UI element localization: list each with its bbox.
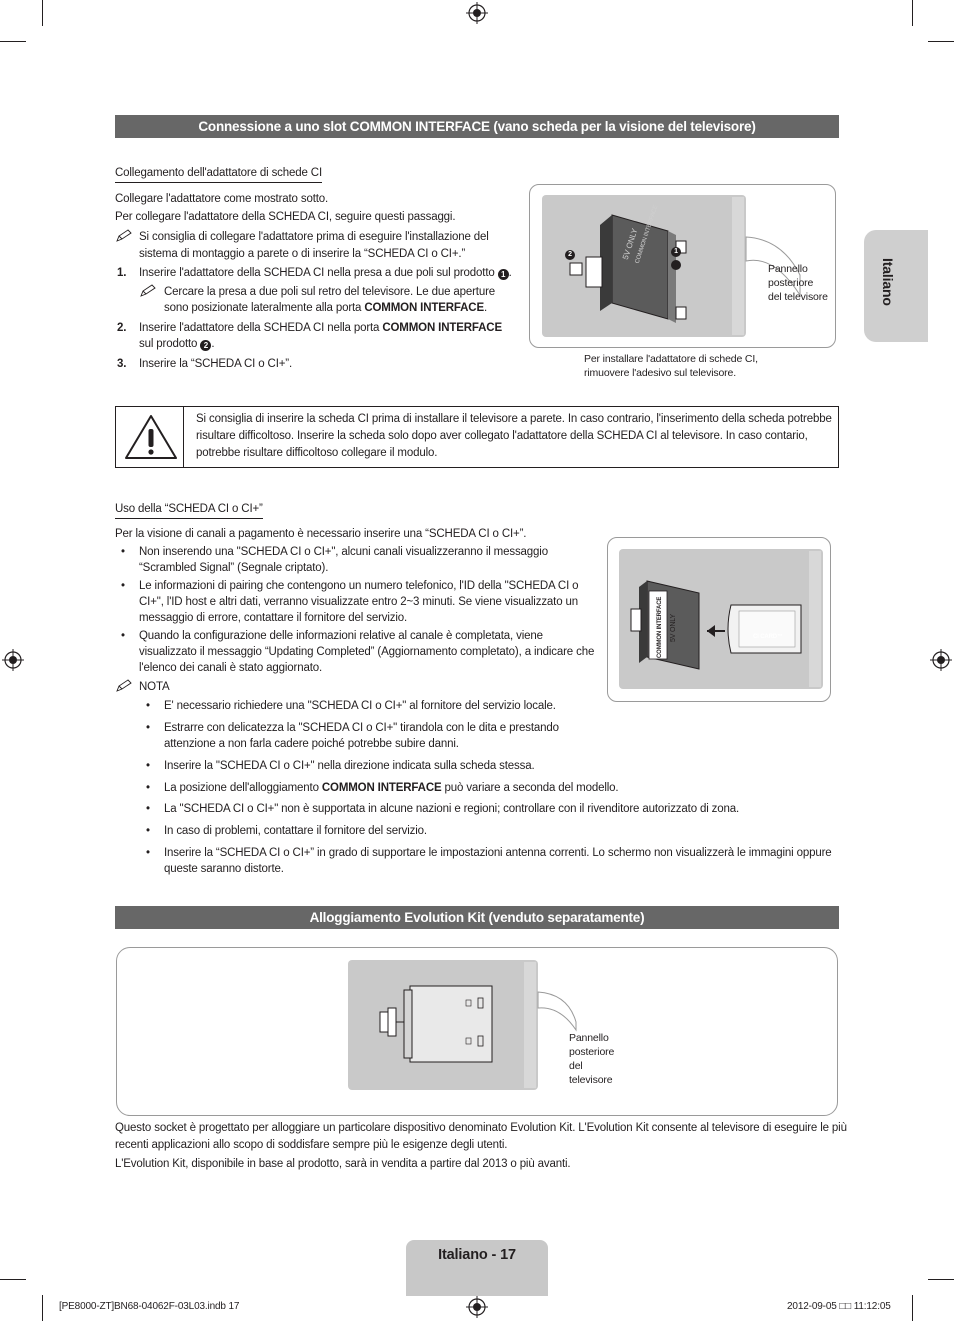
bullet-icon: • <box>146 825 150 837</box>
bullet-text: CI+", l'ID host e altri dati, verranno visualizzate entro 2~3 minuti. Se viene visualizzato un <box>139 596 578 608</box>
tv-back-panel-label <box>768 262 828 304</box>
label-line: posteriore <box>569 1046 615 1058</box>
note-bullet-text: Inserire la “SCHEDA CI o CI+” in grado di supportare le impostazioni antenna correnti. Lo schermo non visualizzerà le immagini oppure <box>164 847 832 859</box>
note-bullet-text: E' necessario richiedere una "SCHEDA CI o CI+" al fornitore del servizio locale. <box>164 700 556 712</box>
crop-mark <box>42 1295 43 1321</box>
subhead-ci-adapter: Collegamento dell'adattatore di schede CI <box>115 166 322 183</box>
slot-label-ci: COMMON INTERFACE <box>657 596 663 658</box>
bullet-icon: • <box>121 546 125 558</box>
step-text: Inserire l'adattatore della SCHEDA CI nella presa a due poli sul prodotto 1 . <box>139 267 512 279</box>
warning-text: risultare difficoltoso. Inserire la scheda solo dopo aver collegato l'adattatore della SCHEDA CI al televisore. In caso contario, <box>196 430 808 442</box>
label-line: televisore <box>569 1074 613 1086</box>
evolution-kit-illustration <box>348 960 598 1090</box>
label-line: del televisore <box>768 291 828 303</box>
bullet-text: Quando la configurazione delle informazioni relative al canale è completata, viene <box>139 630 543 642</box>
page-number-label: Italiano - 17 <box>438 1247 516 1263</box>
subhead-ci-card-usage: Uso della “SCHEDA CI o CI+” <box>115 502 263 519</box>
step-text-a: Inserire l'adattatore della SCHEDA CI nella porta <box>139 322 380 334</box>
tv-back-panel-label <box>569 1031 614 1087</box>
evolution-kit-figure <box>116 947 838 1116</box>
step-note-text: Cercare la presa a due poli sul retro del televisore. Le due aperture <box>164 286 496 298</box>
note-text: Si consiglia di collegare l'adattatore prima di eseguire l'installazione del <box>139 231 489 243</box>
figure-marker-1: 1 <box>671 247 681 257</box>
crop-mark <box>912 1295 913 1321</box>
note-text-c: può variare a seconda del modello. <box>444 782 619 794</box>
language-side-tab <box>864 230 928 342</box>
intro-text: Per collegare l'adattatore della SCHEDA CI, seguire questi passaggi. <box>115 211 456 223</box>
page-number-tab <box>406 1240 548 1296</box>
warning-triangle-icon <box>123 413 179 461</box>
ci-adapter-figure <box>529 184 836 348</box>
label-line: posteriore <box>768 277 814 289</box>
bullet-icon: • <box>146 847 150 859</box>
bullet-icon: • <box>121 630 125 642</box>
section-title-common-interface: Connessione a uno slot COMMON INTERFACE (vano scheda per la visione del televisore) <box>115 115 839 138</box>
section-title-evolution-kit: Alloggiamento Evolution Kit (venduto separatamente) <box>115 906 839 929</box>
step-marker-2: 2 <box>200 340 211 351</box>
warning-divider <box>183 407 184 467</box>
bullet-icon: • <box>146 782 150 794</box>
note-bullet-text: Inserire la "SCHEDA CI o CI+" nella direzione indicata sulla scheda stessa. <box>164 760 535 772</box>
note-text-a: La posizione dell'alloggiamento <box>164 782 319 794</box>
ci-card-insert-figure <box>607 537 831 702</box>
step-note-text-bold: COMMON INTERFACE <box>364 302 484 314</box>
nota-label: NOTA <box>139 681 170 693</box>
bullet-icon: • <box>146 722 150 734</box>
step-text <box>139 320 502 336</box>
note-bullet-text <box>164 780 618 796</box>
registration-mark-icon <box>466 2 488 24</box>
figure-caption: rimuovere l'adesivo sul televisore. <box>584 367 736 379</box>
step-number: 1. <box>117 267 127 279</box>
label-line: Pannello <box>768 263 808 275</box>
crop-mark <box>42 0 43 26</box>
note-pencil-icon <box>115 229 133 243</box>
crop-mark <box>0 41 26 42</box>
figure-marker-2: 2 <box>565 250 575 260</box>
note-bullet-text: queste saranno distorte. <box>164 863 284 875</box>
step-marker-1: 1 <box>498 269 509 280</box>
note-text-bold: COMMON INTERFACE <box>321 782 442 794</box>
step-text-main: sul prodotto <box>139 338 198 350</box>
intro-text: Per la visione di canali a pagamento è necessario inserire una “SCHEDA CI o CI+”. <box>115 528 527 540</box>
slot-label-5v: 5V ONLY <box>670 614 677 642</box>
bullet-icon: • <box>146 760 150 772</box>
registration-mark-icon <box>466 1296 488 1318</box>
crop-mark <box>928 41 954 42</box>
intro-text: Collegare l'adattatore come mostrato sotto. <box>115 193 329 205</box>
note-bullet-text: La "SCHEDA CI o CI+" non è supportata in alcune nazioni e regioni; controllare con il rivenditore autorizzato di zona. <box>164 803 740 815</box>
label-line: Pannello <box>569 1032 609 1044</box>
step-text: Inserire la “SCHEDA CI o CI+”. <box>139 358 293 370</box>
step-number: 3. <box>117 358 127 370</box>
step-number: 2. <box>117 322 127 334</box>
step-note-text-a: sono posizionate lateralmente alla porta <box>164 302 362 314</box>
adapter-print-5v: 5V ONLY <box>620 227 640 261</box>
crop-mark <box>928 1279 954 1280</box>
adapter-print-ci: COMMON INTERFACE <box>634 204 660 265</box>
label-line: del <box>569 1060 583 1072</box>
crop-mark <box>912 0 913 26</box>
footer-date: 2012-09-05 □□ 11:12:05 <box>787 1301 891 1312</box>
bullet-icon: • <box>146 700 150 712</box>
warning-box <box>115 406 839 468</box>
step-note-text: sono posizionate lateralmente alla porta COMMON INTERFACE. <box>164 302 488 314</box>
bullet-text: Le informazioni di pairing che contengono un numero telefonico, l'ID della "SCHEDA CI o <box>139 580 579 592</box>
crop-mark <box>0 1279 26 1280</box>
bullet-icon: • <box>121 580 125 592</box>
warning-text: Si consiglia di inserire la scheda CI prima di installare il televisore a parete. In caso contrario, l'inserimento della scheda potrebbe <box>196 413 832 425</box>
bullet-text: l'elenco dei canali è stato aggiornato. <box>139 662 323 674</box>
note-bullet-text: attenzione a non farla cadere poiché potrebbe subire danni. <box>164 738 459 750</box>
bullet-text: “Scrambled Signal” (Segnale criptato). <box>139 562 329 574</box>
footer-file-name: [PE8000-ZT]BN68-04062F-03L03.indb 17 <box>59 1301 240 1312</box>
side-tab-label: Italiano <box>880 258 896 306</box>
step-text-main: Inserire l'adattatore della SCHEDA CI nella presa a due poli sul prodotto <box>139 267 495 279</box>
note-text: sistema di montaggio a parete o di inserire la “SCHEDA CI o CI+.” <box>139 248 466 260</box>
ci-card-label: CI CARD™ <box>753 634 783 640</box>
bullet-text: messaggio di errore, contattare il fornitore del servizio. <box>139 612 408 624</box>
note-pencil-icon <box>139 284 157 298</box>
body-text: L'Evolution Kit, disponibile in base al prodotto, sarà in vendita a partire dal 2013 o più avanti. <box>115 1158 571 1170</box>
note-bullet-text: In caso di problemi, contattare il fornitore del servizio. <box>164 825 427 837</box>
step-text-bold: COMMON INTERFACE <box>382 322 502 334</box>
registration-mark-icon <box>2 649 24 671</box>
step-text: sul prodotto 2 . <box>139 338 215 350</box>
body-text: Questo socket è progettato per alloggiare un particolare dispositivo denominato Evolution Kit. L'Evolution Kit consente al televisore di eseguire le più <box>115 1122 847 1134</box>
body-text: recenti applicazioni allo scopo di soddisfare sempre più le esigenze degli utenti. <box>115 1139 508 1151</box>
registration-mark-icon <box>930 649 952 671</box>
ci-card-illustration <box>619 549 823 689</box>
figure-caption: Per installare l'adattatore di schede CI, <box>584 353 758 365</box>
bullet-icon: • <box>146 803 150 815</box>
bullet-text: visualizzato il messaggio “Updating Completed” (Aggiornamento completato), a indicare che <box>139 646 595 658</box>
note-pencil-icon <box>115 679 133 693</box>
note-bullet-text: Estrarre con delicatezza la "SCHEDA CI o CI+" tirandola con le dita e prestando <box>164 722 559 734</box>
warning-text: potrebbe risultare difficoltoso collegare il modulo. <box>196 447 438 459</box>
bullet-text: Non inserendo una "SCHEDA CI o CI+", alcuni canali visualizzeranno il messaggio <box>139 546 548 558</box>
